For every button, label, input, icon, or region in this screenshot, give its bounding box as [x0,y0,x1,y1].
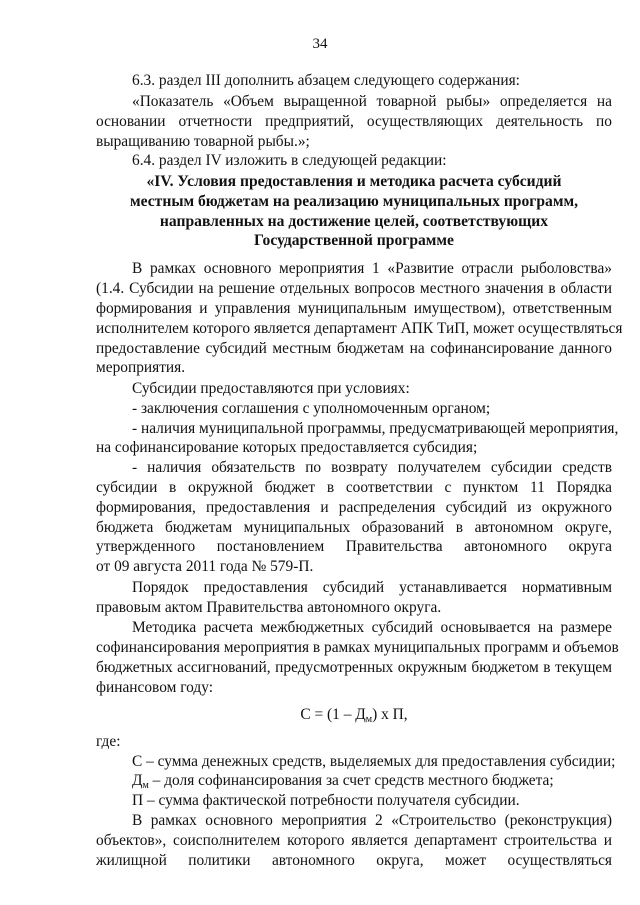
conditions-line-7: формирования, предоставления и распределения субсидий из окружного [96,499,612,516]
para1-line-1: В рамках основного мероприятия 1 «Развитие отрасли рыболовства» [132,260,612,277]
formula [96,706,612,724]
intro-line-3: основании отчетности предприятий, осуществляющих деятельность по [96,113,612,130]
conditions-line-2: - заключения соглашения с уполномоченным органом; [132,400,491,417]
para1-line-2: (1.4. Субсидии на решение отдельных вопросов местного значения в области [96,280,612,297]
where-d-text: – доля софинансирования за счет средств местного бюджета; [148,772,554,789]
page-number: 34 [312,36,328,52]
para1-line-3: формирования и управления муниципальным имуществом), ответственным [96,300,612,317]
section-heading-line-4: Государственной программе [254,232,454,249]
method-line-1: Методика расчета межбюджетных субсидий основывается на размере [132,619,612,636]
para2-line-1: В рамках основного мероприятия 2 «Строительство (реконструкция) [132,812,612,829]
method-line-2: софинансирования мероприятия в рамках муниципальных программ и объемов [96,639,619,656]
formula-subscript: м [365,714,373,725]
where-d [132,772,554,790]
conditions-line-4: на софинансирование которых предоставляется субсидия; [96,439,478,456]
formula-before: С = (1 – Д [300,706,366,723]
intro-line-4: выращиванию товарной рыбы.»; [96,133,310,150]
method-line-4: финансовом году: [96,679,213,696]
para1-line-5: предоставление субсидий местным бюджетам на софинансирование данного [96,340,612,357]
intro-line-1: 6.3. раздел III дополнить абзацем следующего содержания: [132,72,520,89]
intro-line-2: «Показатель «Объем выращенной товарной рыбы» определяется на [132,93,612,110]
where-label: где: [96,733,121,750]
para2-line-2: объектов», соисполнителем которого является департамент строительства и [96,832,612,849]
conditions-line-10: от 09 августа 2011 года № 579-П. [96,558,314,575]
order-line-2: правовым актом Правительства автономного округа. [96,599,442,616]
intro-line-5: 6.4. раздел IV изложить в следующей редакции: [132,152,447,169]
where-p: П – сумма фактической потребности получателя субсидии. [132,792,520,809]
method-line-3: бюджетных ассигнований, предусмотренных окружным бюджетом в текущем [96,659,612,676]
conditions-line-6: субсидии в окружной бюджет в соответствии с пунктом 11 Порядка [96,479,612,496]
para1-line-6: мероприятия. [96,359,186,376]
conditions-line-8: бюджета бюджетам муниципальных образований в автономном округе, [96,519,612,536]
section-heading-line-1: «IV. Условия предоставления и методика расчета субсидий [146,173,562,190]
conditions-line-1: Субсидии предоставляются при условиях: [132,380,410,397]
formula-after: ) х П, [372,706,408,723]
where-d-subscript: м [142,780,149,791]
para2-line-3: жилищной политики автономного округа, может осуществляться [96,852,612,869]
conditions-line-5: - наличия обязательств по возврату получателем субсидии средств [132,459,612,476]
order-line-1: Порядок предоставления субсидий устанавливается нормативным [132,579,612,596]
section-heading-line-3: направленных на достижение целей, соответствующих [159,213,549,230]
conditions-line-3: - наличия муниципальной программы, предусматривающей мероприятия, [132,420,619,437]
conditions-line-9: утвержденного постановлением Правительства автономного округа [96,538,612,555]
where-d-symbol: Д [132,772,143,789]
where-c: С – сумма денежных средств, выделяемых для предоставления субсидии; [132,753,616,770]
para1-line-4: исполнителем которого является департамент АПК ТиП, может осуществляться [96,320,623,337]
section-heading-line-2: местным бюджетам на реализацию муниципальных программ, [130,193,578,210]
